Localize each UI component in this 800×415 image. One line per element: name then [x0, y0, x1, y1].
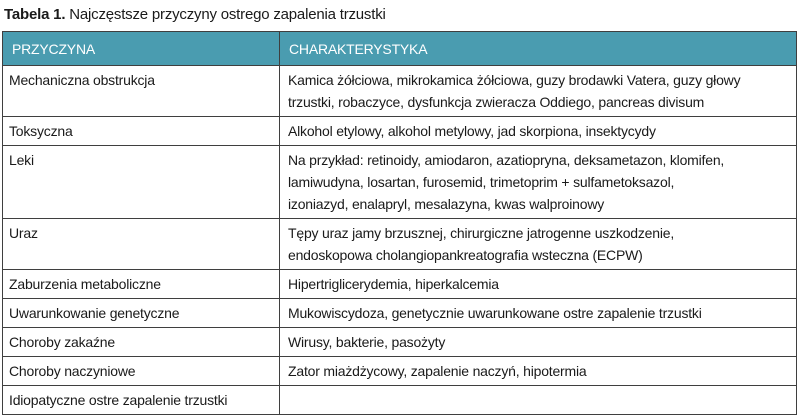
characteristics-line: Hipertriglicerydemia, hiperkalcemia [288, 276, 499, 292]
caption-text: Najczęstsze przyczyny ostrego zapalenia trzustki [65, 6, 386, 23]
table-row [3, 328, 797, 357]
cause-cell: Toksyczna [3, 117, 280, 146]
characteristics-line: Mukowiscydoza, genetycznie uwarunkowane ostre zapalenie trzustki [288, 305, 702, 321]
characteristics-line: Tępy uraz jamy brzusznej, chirurgiczne jatrogenne uszkodzenie, [288, 225, 675, 241]
table-row [3, 146, 797, 219]
characteristics-line: izoniazyd, enalapryl, mesalazyna, kwas walproinowy [288, 196, 605, 212]
characteristics-line: Alkohol etylowy, alkohol metylowy, jad skorpiona, insektycydy [288, 123, 656, 139]
characteristics-line: Wirusy, bakterie, pasożyty [288, 334, 446, 350]
table-body [3, 66, 797, 415]
table-row [3, 299, 797, 328]
characteristics-line: lamiwudyna, losartan, furosemid, trimetoprim + sulfametoksazol, [288, 174, 675, 190]
characteristics-cell [280, 117, 797, 146]
characteristics-cell [280, 299, 797, 328]
table-row [3, 117, 797, 146]
cause-cell: Choroby zakaźne [3, 328, 280, 357]
characteristics-cell [280, 357, 797, 386]
characteristics-cell [280, 146, 797, 219]
table-row [3, 386, 797, 415]
characteristics-line: Zator miażdżycowy, zapalenie naczyń, hipotermia [288, 363, 587, 379]
characteristics-cell [280, 219, 797, 270]
characteristics-cell [280, 270, 797, 299]
cause-cell: Uraz [3, 219, 280, 270]
characteristics-line: endoskopowa cholangiopankreatografia wsteczna (ECPW) [288, 247, 643, 263]
column-header-cause: PRZYCZYNA [3, 32, 280, 66]
cause-cell: Mechaniczna obstrukcja [3, 66, 280, 117]
cause-cell: Uwarunkowanie genetyczne [3, 299, 280, 328]
characteristics-cell [280, 386, 797, 415]
table-caption [4, 5, 386, 25]
characteristics-line: Na przykład: retinoidy, amiodaron, azatiopryna, deksametazon, klomifen, [288, 152, 725, 168]
characteristics-line: Kamica żółciowa, mikrokamica żółciowa, guzy brodawki Vatera, guzy głowy [288, 72, 741, 88]
column-header-characteristics: CHARAKTERYSTYKA [280, 32, 797, 66]
cause-cell: Leki [3, 146, 280, 219]
characteristics-line: trzustki, robaczyce, dysfunkcja zwieracza Oddiego, pancreas divisum [288, 94, 705, 110]
cause-cell: Idiopatyczne ostre zapalenie trzustki [3, 386, 280, 415]
table-row [3, 219, 797, 270]
table-row [3, 66, 797, 117]
cause-cell: Choroby naczyniowe [3, 357, 280, 386]
table-row [3, 357, 797, 386]
characteristics-cell [280, 328, 797, 357]
table-header-row [3, 32, 797, 66]
caption-label: Tabela 1. [4, 6, 66, 23]
cause-cell: Zaburzenia metaboliczne [3, 270, 280, 299]
causes-table [2, 31, 797, 415]
characteristics-cell [280, 66, 797, 117]
table-row [3, 270, 797, 299]
